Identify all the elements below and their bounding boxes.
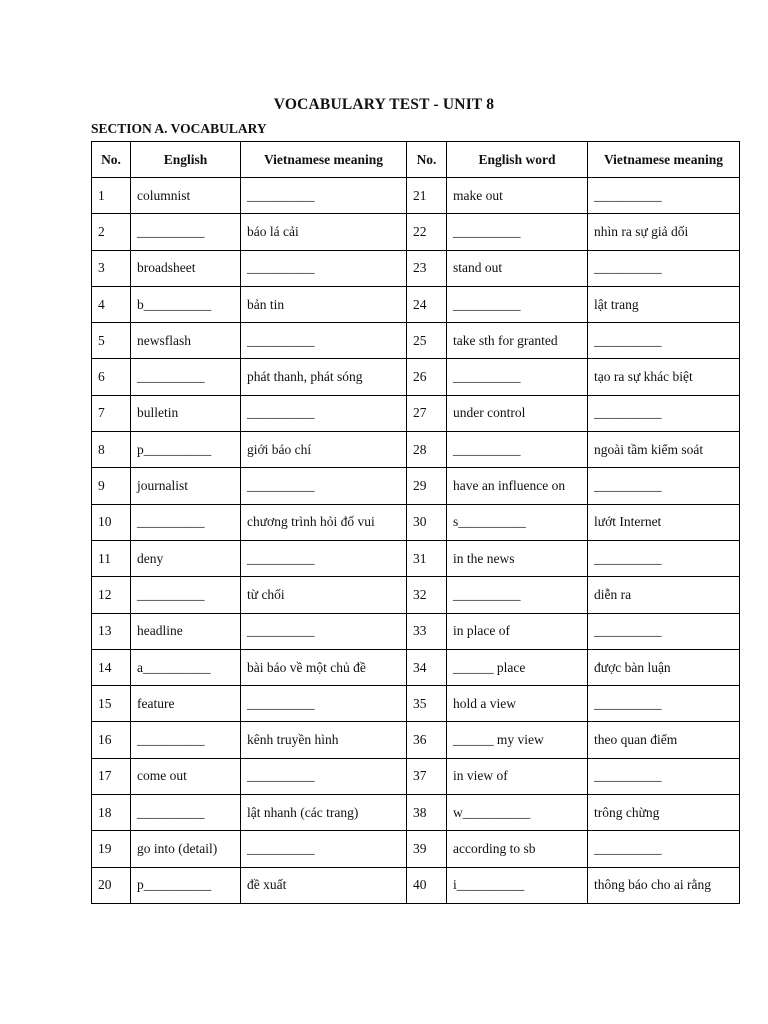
vocabulary-table bbox=[91, 141, 740, 904]
table-row bbox=[92, 432, 740, 468]
cell-no: 4 bbox=[92, 286, 131, 322]
cell-vietnamese-2: lướt Internet bbox=[588, 504, 740, 540]
cell-english-word: take sth for granted bbox=[447, 323, 588, 359]
cell-english: newsflash bbox=[131, 323, 241, 359]
cell-no: 6 bbox=[92, 359, 131, 395]
table-row bbox=[92, 359, 740, 395]
cell-no: 15 bbox=[92, 686, 131, 722]
table-row bbox=[92, 577, 740, 613]
cell-no: 2 bbox=[92, 214, 131, 250]
cell-no-2: 32 bbox=[407, 577, 447, 613]
table-row bbox=[92, 758, 740, 794]
cell-no-2: 25 bbox=[407, 323, 447, 359]
table-row bbox=[92, 250, 740, 286]
cell-vietnamese: __________ bbox=[241, 686, 407, 722]
cell-vietnamese: phát thanh, phát sóng bbox=[241, 359, 407, 395]
cell-vietnamese-2: nhìn ra sự giả dối bbox=[588, 214, 740, 250]
table-row bbox=[92, 795, 740, 831]
cell-no-2: 36 bbox=[407, 722, 447, 758]
cell-no-2: 24 bbox=[407, 286, 447, 322]
cell-no-2: 31 bbox=[407, 540, 447, 576]
cell-english: p__________ bbox=[131, 432, 241, 468]
cell-english: __________ bbox=[131, 504, 241, 540]
cell-vietnamese: kênh truyền hình bbox=[241, 722, 407, 758]
header-no-2: No. bbox=[407, 142, 447, 178]
cell-vietnamese: __________ bbox=[241, 468, 407, 504]
cell-no-2: 37 bbox=[407, 758, 447, 794]
cell-english: come out bbox=[131, 758, 241, 794]
cell-no: 7 bbox=[92, 395, 131, 431]
cell-vietnamese: lật nhanh (các trang) bbox=[241, 795, 407, 831]
cell-no-2: 30 bbox=[407, 504, 447, 540]
cell-no: 5 bbox=[92, 323, 131, 359]
cell-vietnamese: __________ bbox=[241, 831, 407, 867]
cell-english-word: in place of bbox=[447, 613, 588, 649]
page-title: VOCABULARY TEST - UNIT 8 bbox=[273, 96, 495, 113]
cell-vietnamese: __________ bbox=[241, 613, 407, 649]
table-row bbox=[92, 214, 740, 250]
section-heading: SECTION A. VOCABULARY bbox=[91, 121, 267, 136]
cell-no-2: 40 bbox=[407, 867, 447, 903]
cell-english: b__________ bbox=[131, 286, 241, 322]
cell-no: 9 bbox=[92, 468, 131, 504]
cell-no-2: 28 bbox=[407, 432, 447, 468]
cell-english: deny bbox=[131, 540, 241, 576]
cell-no: 18 bbox=[92, 795, 131, 831]
cell-no: 3 bbox=[92, 250, 131, 286]
header-no: No. bbox=[92, 142, 131, 178]
cell-vietnamese: __________ bbox=[241, 250, 407, 286]
cell-vietnamese-2: __________ bbox=[588, 686, 740, 722]
cell-no-2: 29 bbox=[407, 468, 447, 504]
cell-vietnamese-2: diễn ra bbox=[588, 577, 740, 613]
table-row bbox=[92, 686, 740, 722]
cell-no-2: 21 bbox=[407, 178, 447, 214]
cell-vietnamese-2: __________ bbox=[588, 758, 740, 794]
cell-no: 11 bbox=[92, 540, 131, 576]
cell-english-word: w__________ bbox=[447, 795, 588, 831]
cell-english-word: __________ bbox=[447, 214, 588, 250]
cell-english: columnist bbox=[131, 178, 241, 214]
cell-vietnamese: bài báo về một chủ đề bbox=[241, 649, 407, 685]
cell-vietnamese: giới báo chí bbox=[241, 432, 407, 468]
cell-no: 8 bbox=[92, 432, 131, 468]
cell-vietnamese-2: __________ bbox=[588, 613, 740, 649]
cell-english-word: ______ place bbox=[447, 649, 588, 685]
cell-vietnamese: báo lá cải bbox=[241, 214, 407, 250]
cell-english: journalist bbox=[131, 468, 241, 504]
cell-english: a__________ bbox=[131, 649, 241, 685]
table-row bbox=[92, 867, 740, 903]
cell-english-word: __________ bbox=[447, 359, 588, 395]
cell-english-word: in view of bbox=[447, 758, 588, 794]
cell-english: __________ bbox=[131, 577, 241, 613]
cell-english: __________ bbox=[131, 359, 241, 395]
cell-no-2: 33 bbox=[407, 613, 447, 649]
cell-english-word: have an influence on bbox=[447, 468, 588, 504]
cell-no-2: 22 bbox=[407, 214, 447, 250]
cell-english-word: stand out bbox=[447, 250, 588, 286]
cell-vietnamese-2: __________ bbox=[588, 831, 740, 867]
cell-english-word: make out bbox=[447, 178, 588, 214]
cell-english-word: hold a view bbox=[447, 686, 588, 722]
cell-vietnamese: bản tin bbox=[241, 286, 407, 322]
cell-english: broadsheet bbox=[131, 250, 241, 286]
cell-no-2: 38 bbox=[407, 795, 447, 831]
cell-no-2: 23 bbox=[407, 250, 447, 286]
cell-english-word: according to sb bbox=[447, 831, 588, 867]
table-row bbox=[92, 395, 740, 431]
cell-vietnamese-2: ngoài tầm kiểm soát bbox=[588, 432, 740, 468]
cell-english-word: ______ my view bbox=[447, 722, 588, 758]
table-row bbox=[92, 323, 740, 359]
cell-vietnamese: __________ bbox=[241, 323, 407, 359]
cell-vietnamese: __________ bbox=[241, 540, 407, 576]
cell-vietnamese: __________ bbox=[241, 395, 407, 431]
cell-no: 16 bbox=[92, 722, 131, 758]
cell-english-word: under control bbox=[447, 395, 588, 431]
cell-vietnamese-2: thông báo cho ai rằng bbox=[588, 867, 740, 903]
cell-english: go into (detail) bbox=[131, 831, 241, 867]
table-row bbox=[92, 178, 740, 214]
cell-no-2: 34 bbox=[407, 649, 447, 685]
cell-no: 20 bbox=[92, 867, 131, 903]
table-row bbox=[92, 831, 740, 867]
cell-vietnamese-2: lật trang bbox=[588, 286, 740, 322]
table-row bbox=[92, 649, 740, 685]
cell-vietnamese: chương trình hỏi đố vui bbox=[241, 504, 407, 540]
cell-vietnamese: đề xuất bbox=[241, 867, 407, 903]
cell-vietnamese-2: __________ bbox=[588, 395, 740, 431]
cell-english: __________ bbox=[131, 722, 241, 758]
cell-english: __________ bbox=[131, 214, 241, 250]
cell-vietnamese-2: __________ bbox=[588, 323, 740, 359]
table-header-row bbox=[92, 142, 740, 178]
table-row bbox=[92, 722, 740, 758]
cell-no: 19 bbox=[92, 831, 131, 867]
cell-no: 10 bbox=[92, 504, 131, 540]
table-row bbox=[92, 504, 740, 540]
cell-no: 13 bbox=[92, 613, 131, 649]
cell-vietnamese-2: __________ bbox=[588, 540, 740, 576]
table-row bbox=[92, 540, 740, 576]
cell-vietnamese-2: được bàn luận bbox=[588, 649, 740, 685]
cell-no-2: 39 bbox=[407, 831, 447, 867]
cell-no-2: 26 bbox=[407, 359, 447, 395]
cell-vietnamese-2: tạo ra sự khác biệt bbox=[588, 359, 740, 395]
cell-english-word: s__________ bbox=[447, 504, 588, 540]
cell-english: headline bbox=[131, 613, 241, 649]
cell-vietnamese: từ chối bbox=[241, 577, 407, 613]
cell-english-word: __________ bbox=[447, 577, 588, 613]
cell-vietnamese: __________ bbox=[241, 178, 407, 214]
cell-vietnamese: __________ bbox=[241, 758, 407, 794]
cell-english-word: in the news bbox=[447, 540, 588, 576]
header-vietnamese-meaning-2: Vietnamese meaning bbox=[588, 142, 740, 178]
cell-vietnamese-2: __________ bbox=[588, 250, 740, 286]
header-english: English bbox=[131, 142, 241, 178]
cell-no-2: 27 bbox=[407, 395, 447, 431]
cell-no: 12 bbox=[92, 577, 131, 613]
cell-vietnamese-2: theo quan điểm bbox=[588, 722, 740, 758]
cell-english: p__________ bbox=[131, 867, 241, 903]
cell-english-word: __________ bbox=[447, 286, 588, 322]
cell-no-2: 35 bbox=[407, 686, 447, 722]
table-row bbox=[92, 286, 740, 322]
cell-english: feature bbox=[131, 686, 241, 722]
header-english-word: English word bbox=[447, 142, 588, 178]
cell-vietnamese-2: __________ bbox=[588, 468, 740, 504]
cell-vietnamese-2: trông chừng bbox=[588, 795, 740, 831]
cell-english-word: i__________ bbox=[447, 867, 588, 903]
cell-english: bulletin bbox=[131, 395, 241, 431]
table-body bbox=[92, 178, 740, 904]
cell-english-word: __________ bbox=[447, 432, 588, 468]
cell-english: __________ bbox=[131, 795, 241, 831]
cell-no: 1 bbox=[92, 178, 131, 214]
cell-vietnamese-2: __________ bbox=[588, 178, 740, 214]
cell-no: 17 bbox=[92, 758, 131, 794]
table-row bbox=[92, 468, 740, 504]
table-row bbox=[92, 613, 740, 649]
cell-no: 14 bbox=[92, 649, 131, 685]
header-vietnamese-meaning: Vietnamese meaning bbox=[241, 142, 407, 178]
